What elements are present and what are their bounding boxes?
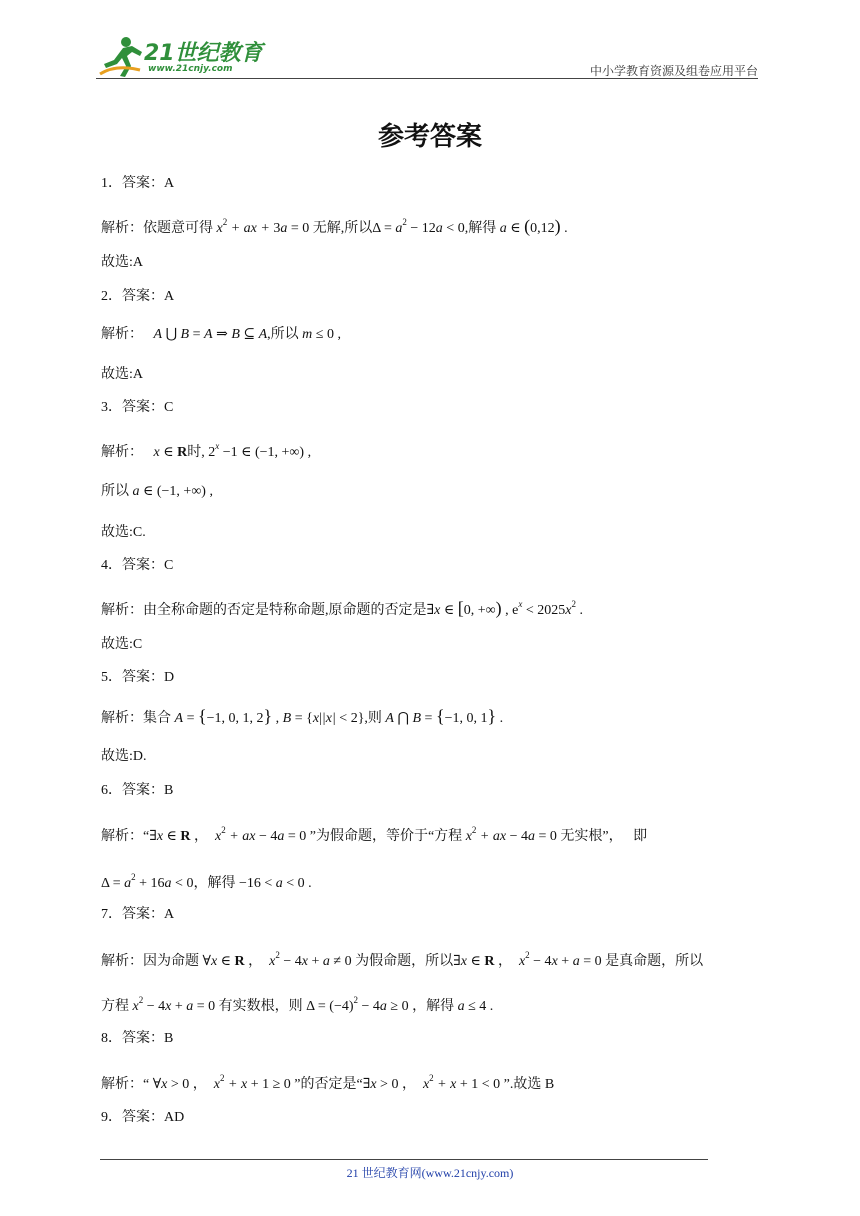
answer-8: 8．答案：B (101, 1031, 174, 1046)
explanation-2: 解析： A ⋃ B = A ⇒ B ⊆ A,所以 m ≤ 0 , (101, 327, 341, 342)
answer-7: 7．答案：A (101, 907, 175, 922)
answer-9: 9．答案：AD (101, 1110, 185, 1125)
platform-name: 中小学教育资源及组卷应用平台 (589, 64, 758, 78)
conclusion-3: 故选:C. (101, 525, 146, 540)
answer-5: 5．答案：D (101, 670, 175, 685)
answer-1: 1．答案：A (101, 176, 175, 191)
footer-divider (100, 1159, 708, 1160)
explanation-3: 解析： x ∈ R时, $2^x -1$ ∈ (−1, +∞) , (101, 441, 312, 460)
conclusion-1: 故选:A (101, 255, 143, 270)
explanation-1: 解析：依题意可得 $x^2$ + ax + 3a = 0 无解,所以$\Delta = a^2 - 12a < 0$,解得 a ∈ (0,12) . (101, 216, 568, 236)
explanation-6: 解析：“∃x ∈ R ， $x^2$ + ax − 4a = 0 ”为假命题，等价于“方程 $x^2$ + ax − 4a = 0 无实根”， 即 (101, 825, 648, 844)
answer-3: 3．答案：C (101, 400, 174, 415)
explanation-8: 解析：“ ∀x > 0 ， $x^2 + x + 1 \ge 0$ ”的否定是“∃x > 0 ， $x^2 + x + 1 < 0$ ”.故选 B (101, 1073, 555, 1092)
explanation-7: 解析：因为命题 ∀x ∈ R ， $x^2 - 4x + a \ne 0$ 为假命题，所以∃x ∈ R ， $x^2 - 4x + a = 0$ 是真命题，所以 (101, 950, 704, 969)
conclusion-2: 故选:A (101, 367, 143, 382)
explanation-7b: 方程 $x^2 - 4x + a = 0$ 有实数根，则 $\Delta = (-4)^2 - 4a \ge 0$ ，解得 a ≤ 4 . (101, 995, 494, 1014)
conclusion-5: 故选:D. (101, 749, 147, 764)
explanation-5: 解析：集合 A = {−1, 0, 1, 2} , B = {x||x| < 2},则 A ⋂ B = {−1, 0, 1} . (101, 706, 504, 726)
footer-link[interactable]: 21 世纪教育网(www.21cnjy.com) (346, 1166, 514, 1180)
runner-logo-icon (96, 34, 144, 78)
explanation-6b: $\Delta = a^2 + 16a < 0$，解得 −16 < a < 0 . (101, 872, 312, 891)
page-title: 参考答案 (377, 122, 482, 152)
site-logo (96, 32, 263, 78)
logo-url: www.21cnjy.com (148, 64, 233, 74)
header-divider (96, 78, 758, 79)
explanation-4: 解析：由全称命题的否定是特称命题,原命题的否定是∃x ∈ [0, +∞) , $e^x < 2025x^2$ . (101, 598, 583, 618)
page-header (96, 32, 758, 80)
answer-2: 2．答案：A (101, 289, 175, 304)
answer-4: 4．答案：C (101, 558, 174, 573)
answer-6: 6．答案：B (101, 783, 174, 798)
logo-text: 21世纪教育 (144, 41, 263, 66)
explanation-3b: 所以 a ∈ (−1, +∞) , (101, 484, 213, 499)
conclusion-4: 故选:C (101, 637, 143, 652)
